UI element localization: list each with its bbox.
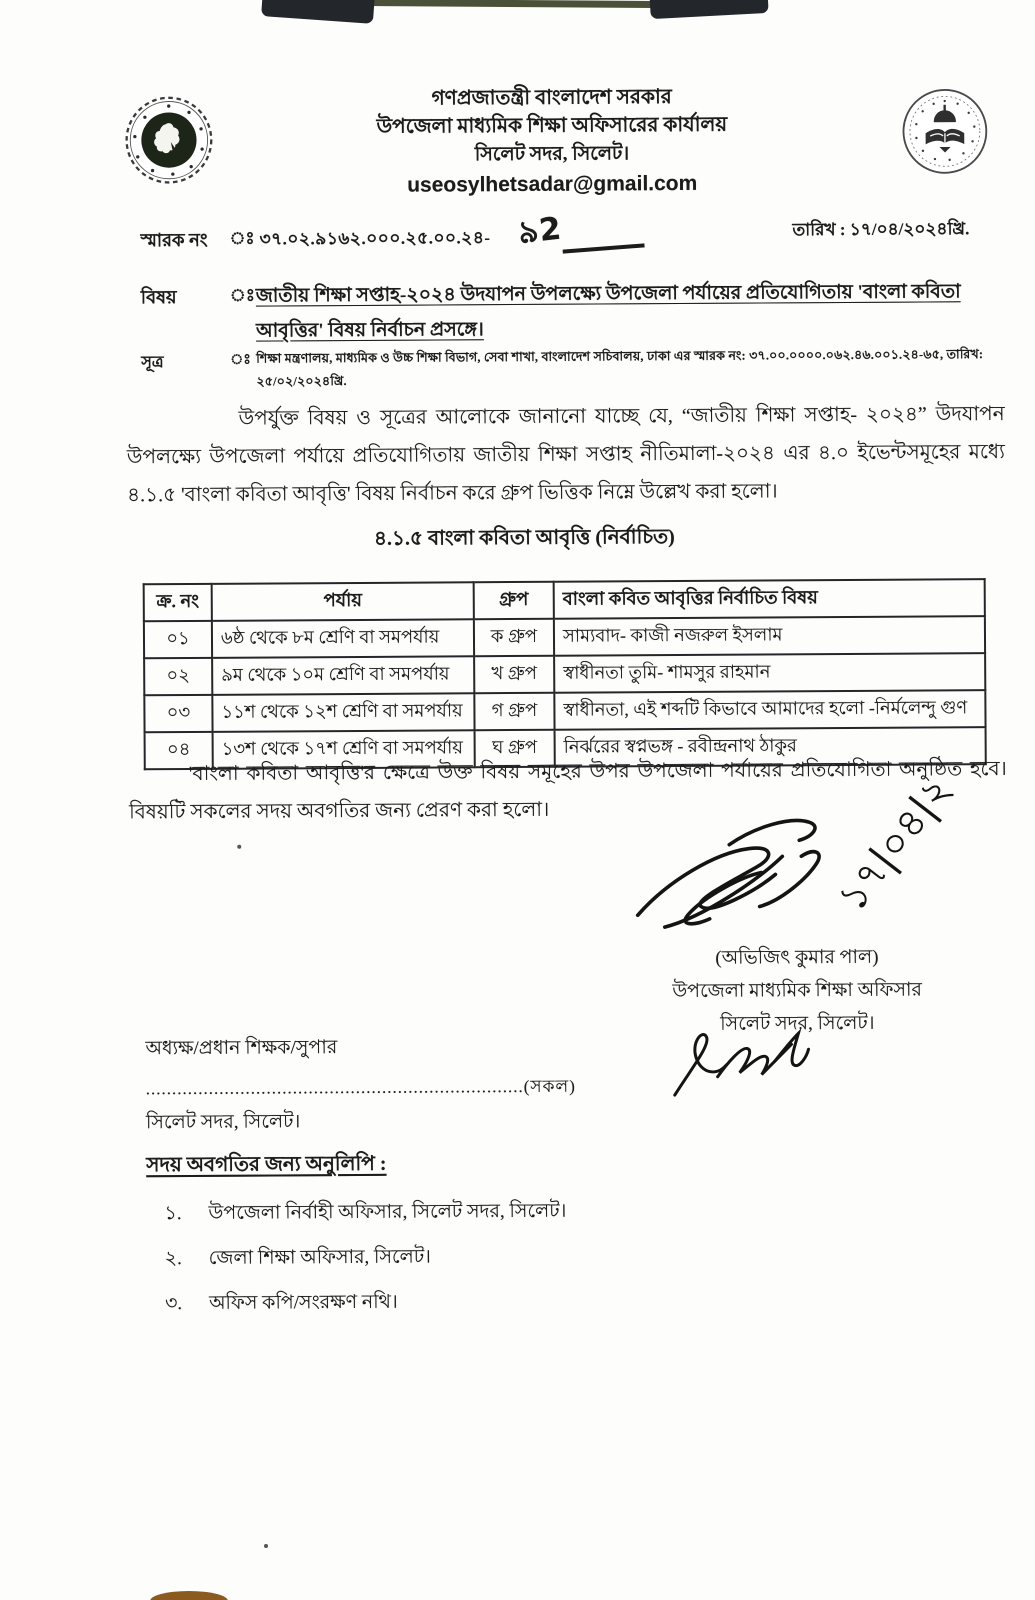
signature-scribble — [609, 785, 1010, 947]
government-seal-icon — [123, 94, 216, 187]
reference-text: শিক্ষা মন্ত্রণালয়, মাধ্যমিক ও উচ্চ শিক্ষা বিভাগ, সেবা শাখা, বাংলাদেশ সচিবালয়, ঢাকা এর স্মারক নং: ৩৭.০০.০০০০.০৬২.৪৬.০০১.২৪-৬৫, তারিখ: ২৫/০২/২০২৪খ্রি. — [256, 347, 984, 389]
subject-colon: ঃ — [229, 285, 255, 305]
table-title: ৪.১.৫ বাংলা কবিতা আবৃত্তি (নির্বাচিত) — [373, 526, 675, 550]
table-header-row — [144, 579, 985, 621]
date-label: তারিখ : — [792, 219, 846, 240]
cc-item-text: উপজেলা নির্বাহী অফিসার, সিলেট সদর, সিলেট। — [208, 1200, 567, 1224]
cell-serial: ০২ — [144, 658, 212, 695]
memo-number-handwritten: ৯2 — [516, 210, 564, 252]
cell-group: গ গ্রুপ — [474, 693, 554, 730]
cc-item-number: ১. — [164, 1203, 182, 1225]
col-subject: বাংলা কবিত আবৃত্তির নির্বাচিত বিষয় — [554, 579, 985, 619]
signatory-designation: উপজেলা মাধ্যমিক শিক্ষা অফিসার — [672, 979, 923, 1003]
cell-group: খ গ্রুপ — [474, 656, 554, 693]
cc-item — [147, 1240, 787, 1276]
date-line — [792, 216, 969, 245]
cc-item — [147, 1285, 787, 1321]
memo-colon: ঃ — [229, 228, 255, 248]
addressee-line: অধ্যক্ষ/প্রধান শিক্ষক/সুপার — [145, 1037, 338, 1060]
cell-group: ক গ্রুপ — [474, 619, 554, 656]
reference-label: সূত্র — [141, 354, 164, 372]
table-row — [144, 690, 985, 732]
cell-stage: ১১শ থেকে ১২শ শ্রেণি বা সমপর্যায় — [212, 693, 474, 732]
cell-serial: ০১ — [144, 621, 212, 658]
cell-stage: ১৩শ থেকে ১৭শ শ্রেণি বা সমপর্যায় — [213, 730, 475, 769]
selection-table-wrap — [143, 578, 987, 770]
cc-item-text: অফিস কপি/সংরক্ষণ নথি। — [208, 1291, 398, 1314]
cell-group: ঘ গ্রুপ — [475, 730, 555, 767]
cell-subject: স্বাধীনতা তুমি- শামসুর রাহমান — [554, 653, 985, 693]
selection-table — [143, 578, 987, 770]
cc-heading: সদয় অবগতির জন্য অনুলিপি : — [146, 1152, 387, 1177]
reference-colon: ঃ — [230, 352, 251, 368]
col-serial: ক্র. নং — [144, 584, 212, 621]
body-paragraph: উপর্যুক্ত বিষয় ও সূত্রের আলোকে জানানো যাচ্ছে যে, “জাতীয় শিক্ষা সপ্তাহ- ২০২৪” উদযাপন উপলক্ষ্যে উপজেলা পর্যায়ে প্রতিযোগিতায় জাতীয় শিক্ষা সপ্তাহ নীতিমালা-২০২৪ এর ৪.০ ইভেন্টসমূহের মধ্যে ৪.১.৫ 'বাংলা কবিতা আবৃত্তি' বিষয় নির্বাচন করে গ্রুপ ভিত্তিক নিম্নে উল্লেখ করা হলো। — [126, 403, 1005, 507]
table-row — [144, 653, 985, 695]
cell-stage: ৬ষ্ঠ থেকে ৮ম শ্রেণি বা সমপর্যায় — [212, 619, 474, 658]
signatory-name: (অভিজিৎ কুমার পাল) — [715, 946, 879, 969]
cc-item-number: ৩. — [164, 1293, 183, 1315]
government-title: গণপ্রজাতন্ত্রী বাংলাদেশ সরকার — [431, 86, 672, 110]
cell-stage: ৯ম থেকে ১০ম শ্রেণি বা সমপর্যায় — [212, 656, 474, 695]
date-value: ১৭/০৪/২০২৪খ্রি. — [849, 219, 970, 239]
cc-item-number: ২. — [164, 1248, 182, 1270]
addressee-dotted-line: ........................................................................(সকল) — [145, 1076, 576, 1099]
office-location: সিলেট সদর, সিলেট। — [474, 143, 630, 166]
office-email: useosylhetsadar@gmail.com — [407, 171, 698, 197]
cc-block — [146, 1146, 787, 1321]
ink-speck — [264, 1544, 268, 1548]
cell-serial: ০৩ — [144, 695, 212, 732]
addressee-location: সিলেট সদর, সিলেট। — [145, 1111, 301, 1134]
memo-number: ৩৭.০২.৯১৬২.০০০.২৫.০০.২৪- — [259, 228, 491, 249]
cell-subject: স্বাধীনতা, এই শব্দটি কিভাবে আমাদের হলো -নির্মলেন্দু গুণ — [554, 690, 985, 730]
letterhead — [302, 82, 803, 201]
col-stage: পর্যায় — [212, 582, 474, 621]
ink-speck — [237, 845, 241, 849]
signatory-location: সিলেট সদর, সিলেট। — [720, 1012, 875, 1035]
cell-subject: নির্ঝরের স্বপ্নভঙ্গ - রবীন্দ্রনাথ ঠাকুর — [555, 727, 986, 767]
handwritten-underline — [563, 243, 645, 253]
office-name: উপজেলা মাধ্যমিক শিক্ষা অফিসারের কার্যালয় — [376, 113, 728, 138]
signature-date-glyphs: ১৭|০৪|২০২৪ — [829, 785, 1010, 921]
subject-text: জাতীয় শিক্ষা সপ্তাহ-২০২৪ উদযাপন উপলক্ষ্যে উপজেলা পর্যায়ের প্রতিযোগিতায় 'বাংলা কবিতা আবৃত্তির' বিষয় নির্বাচন প্রসঙ্গে। — [255, 281, 961, 342]
cell-serial: ০৪ — [145, 732, 213, 769]
memo-label: স্মারক নং — [140, 229, 208, 251]
cc-item — [146, 1195, 786, 1231]
closing-paragraph: 'বাংলা কবিতা আবৃত্তি'র ক্ষেত্রে উক্ত বিষয় সমূহের উপর উপজেলা পর্যায়ের প্রতিযোগিতা অনুষ্ঠিত হবে। বিষয়টি সকলের সদয় অবগতির জন্য প্রেরণ করা হলো। — [128, 758, 1007, 824]
subject-label: বিষয় — [140, 287, 177, 308]
col-group: গ্রুপ — [474, 582, 554, 619]
cc-item-text: জেলা শিক্ষা অফিসার, সিলেট। — [208, 1246, 432, 1269]
education-seal-icon — [899, 85, 992, 178]
cell-subject: সাম্যবাদ- কাজী নজরুল ইসলাম — [554, 616, 985, 656]
addressee-block — [145, 1031, 706, 1138]
table-row — [144, 616, 985, 658]
